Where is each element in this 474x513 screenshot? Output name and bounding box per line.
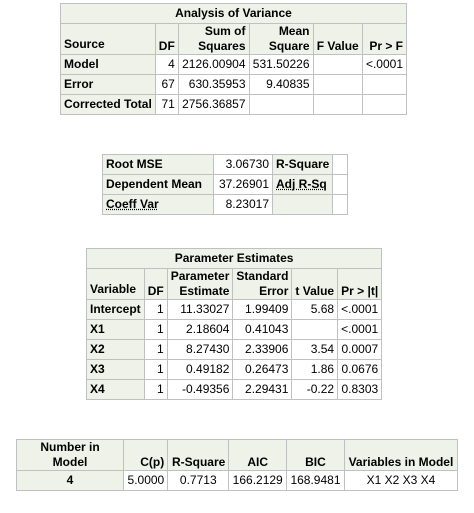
anova-ms-cell: [249, 95, 313, 115]
selection-bic-cell: 168.9481: [287, 471, 345, 491]
anova-p-cell: [362, 75, 406, 95]
anova-ms-cell: 9.40835: [249, 75, 313, 95]
params-stderr-cell: 0.26473: [233, 360, 292, 380]
params-stderr-cell: 2.33906: [233, 340, 292, 360]
params-title: Parameter Estimates: [87, 249, 382, 269]
params-estimate-cell: 11.33027: [167, 300, 233, 320]
params-pvalue-cell: 0.8303: [338, 380, 382, 400]
params-stderr-cell: 2.29431: [233, 380, 292, 400]
params-df-cell: 1: [144, 320, 167, 340]
table-row: [61, 75, 407, 95]
fit-label2-cell: [273, 175, 333, 195]
anova-f-cell: [313, 95, 362, 115]
anova-df-cell: 67: [155, 75, 178, 95]
params-pvalue-cell: <.0001: [338, 300, 382, 320]
params-header-stderr: [233, 269, 292, 300]
params-tvalue-cell: 3.54: [292, 340, 338, 360]
anova-df-cell: 71: [155, 95, 178, 115]
selection-cp-cell: 5.0000: [124, 471, 168, 491]
anova-title: Analysis of Variance: [61, 4, 407, 24]
params-stderr-cell: 1.99409: [233, 300, 292, 320]
fit-label-cell: Dependent Mean: [103, 175, 214, 195]
fit-value-cell: 3.06730: [214, 155, 273, 175]
fit-value2-cell: [333, 175, 348, 195]
table-row: [87, 340, 382, 360]
table-row: [87, 380, 382, 400]
selection-header-variables: Variables in Model: [344, 440, 457, 471]
params-estimate-cell: 2.18604: [167, 320, 233, 340]
params-variable-cell: Intercept: [87, 300, 145, 320]
params-variable-cell: X1: [87, 320, 145, 340]
params-header-tvalue: t Value: [292, 269, 338, 300]
anova-source-cell: Error: [61, 75, 156, 95]
fit-label2-text: Adj R-Sq: [276, 177, 327, 191]
anova-p-cell: [362, 95, 406, 115]
params-df-cell: 1: [144, 300, 167, 320]
anova-p-cell: <.0001: [362, 55, 406, 75]
anova-source-cell: Corrected Total: [61, 95, 156, 115]
fit-label2-cell: R-Square: [273, 155, 333, 175]
fit-label2-cell: [273, 195, 333, 215]
selection-variables-cell: X1 X2 X3 X4: [344, 471, 457, 491]
table-row: [61, 55, 407, 75]
params-header-estimate-line2: Estimate: [179, 284, 230, 298]
params-tvalue-cell: [292, 320, 338, 340]
anova-ss-cell: 2756.36857: [178, 95, 249, 115]
params-header-estimate-line1: Parameter: [170, 269, 230, 283]
params-tvalue-cell: 1.86: [292, 360, 338, 380]
params-variable-cell: X4: [87, 380, 145, 400]
anova-header-ss: [178, 24, 249, 55]
selection-header-bic: BIC: [287, 440, 345, 471]
anova-ss-cell: 2126.00904: [178, 55, 249, 75]
fit-label-text: Coeff Var: [106, 197, 159, 211]
params-variable-cell: X2: [87, 340, 145, 360]
table-row: [103, 175, 348, 195]
anova-header-ms-line1: Mean: [278, 24, 310, 38]
fit-value-cell: 8.23017: [214, 195, 273, 215]
fit-label-cell: [103, 195, 214, 215]
selection-header-number-line1: Number in: [40, 440, 100, 454]
params-pvalue-cell: 0.0676: [338, 360, 382, 380]
anova-header-ms: [249, 24, 313, 55]
params-estimate-cell: 0.49182: [167, 360, 233, 380]
params-pvalue-cell: 0.0007: [338, 340, 382, 360]
params-pvalue-cell: <.0001: [338, 320, 382, 340]
fit-label-cell: Root MSE: [103, 155, 214, 175]
selection-rsquare-cell: 0.7713: [168, 471, 229, 491]
fit-value-cell: 37.26901: [214, 175, 273, 195]
params-header-variable: Variable: [87, 269, 145, 300]
selection-aic-cell: 166.2129: [229, 471, 287, 491]
anova-header-ss-line1: Sum of: [204, 24, 246, 38]
params-df-cell: 1: [144, 340, 167, 360]
table-row: [103, 195, 348, 215]
selection-header-rsquare: R-Square: [168, 440, 229, 471]
params-variable-cell: X3: [87, 360, 145, 380]
params-df-cell: 1: [144, 360, 167, 380]
parameter-estimates-table: [86, 248, 382, 400]
selection-header-number: [17, 440, 124, 471]
selection-header-cp: C(p): [124, 440, 168, 471]
anova-source-cell: Model: [61, 55, 156, 75]
selection-header-number-line2: Model: [52, 455, 88, 469]
anova-table: [60, 3, 407, 115]
anova-header-ss-line2: Squares: [198, 39, 246, 53]
table-row: [87, 360, 382, 380]
fit-value2-cell: [333, 155, 348, 175]
anova-header-df: DF: [155, 24, 178, 55]
anova-df-cell: 4: [155, 55, 178, 75]
table-row: [17, 471, 458, 491]
params-header-estimate: [167, 269, 233, 300]
fit-statistics-table: [102, 154, 348, 215]
anova-header-ms-line2: Square: [268, 39, 310, 53]
anova-ss-cell: 630.35953: [178, 75, 249, 95]
params-estimate-cell: -0.49356: [167, 380, 233, 400]
params-stderr-cell: 0.41043: [233, 320, 292, 340]
anova-header-prf: Pr > F: [362, 24, 406, 55]
table-row: [87, 300, 382, 320]
params-df-cell: 1: [144, 380, 167, 400]
anova-f-cell: [313, 55, 362, 75]
anova-f-cell: [313, 75, 362, 95]
model-selection-table: [16, 439, 458, 491]
table-row: [103, 155, 348, 175]
table-row: [61, 95, 407, 115]
anova-header-fvalue: F Value: [313, 24, 362, 55]
anova-ms-cell: 531.50226: [249, 55, 313, 75]
params-estimate-cell: 8.27430: [167, 340, 233, 360]
selection-number-cell: 4: [17, 471, 124, 491]
params-header-pvalue: Pr > |t|: [338, 269, 382, 300]
params-header-df: DF: [144, 269, 167, 300]
params-tvalue-cell: -0.22: [292, 380, 338, 400]
params-header-stderr-line2: Error: [259, 284, 289, 298]
table-row: [87, 320, 382, 340]
params-tvalue-cell: 5.68: [292, 300, 338, 320]
selection-header-aic: AIC: [229, 440, 287, 471]
params-header-stderr-line1: Standard: [236, 269, 289, 283]
anova-header-source: Source: [61, 24, 156, 55]
fit-value2-cell: [333, 195, 348, 215]
